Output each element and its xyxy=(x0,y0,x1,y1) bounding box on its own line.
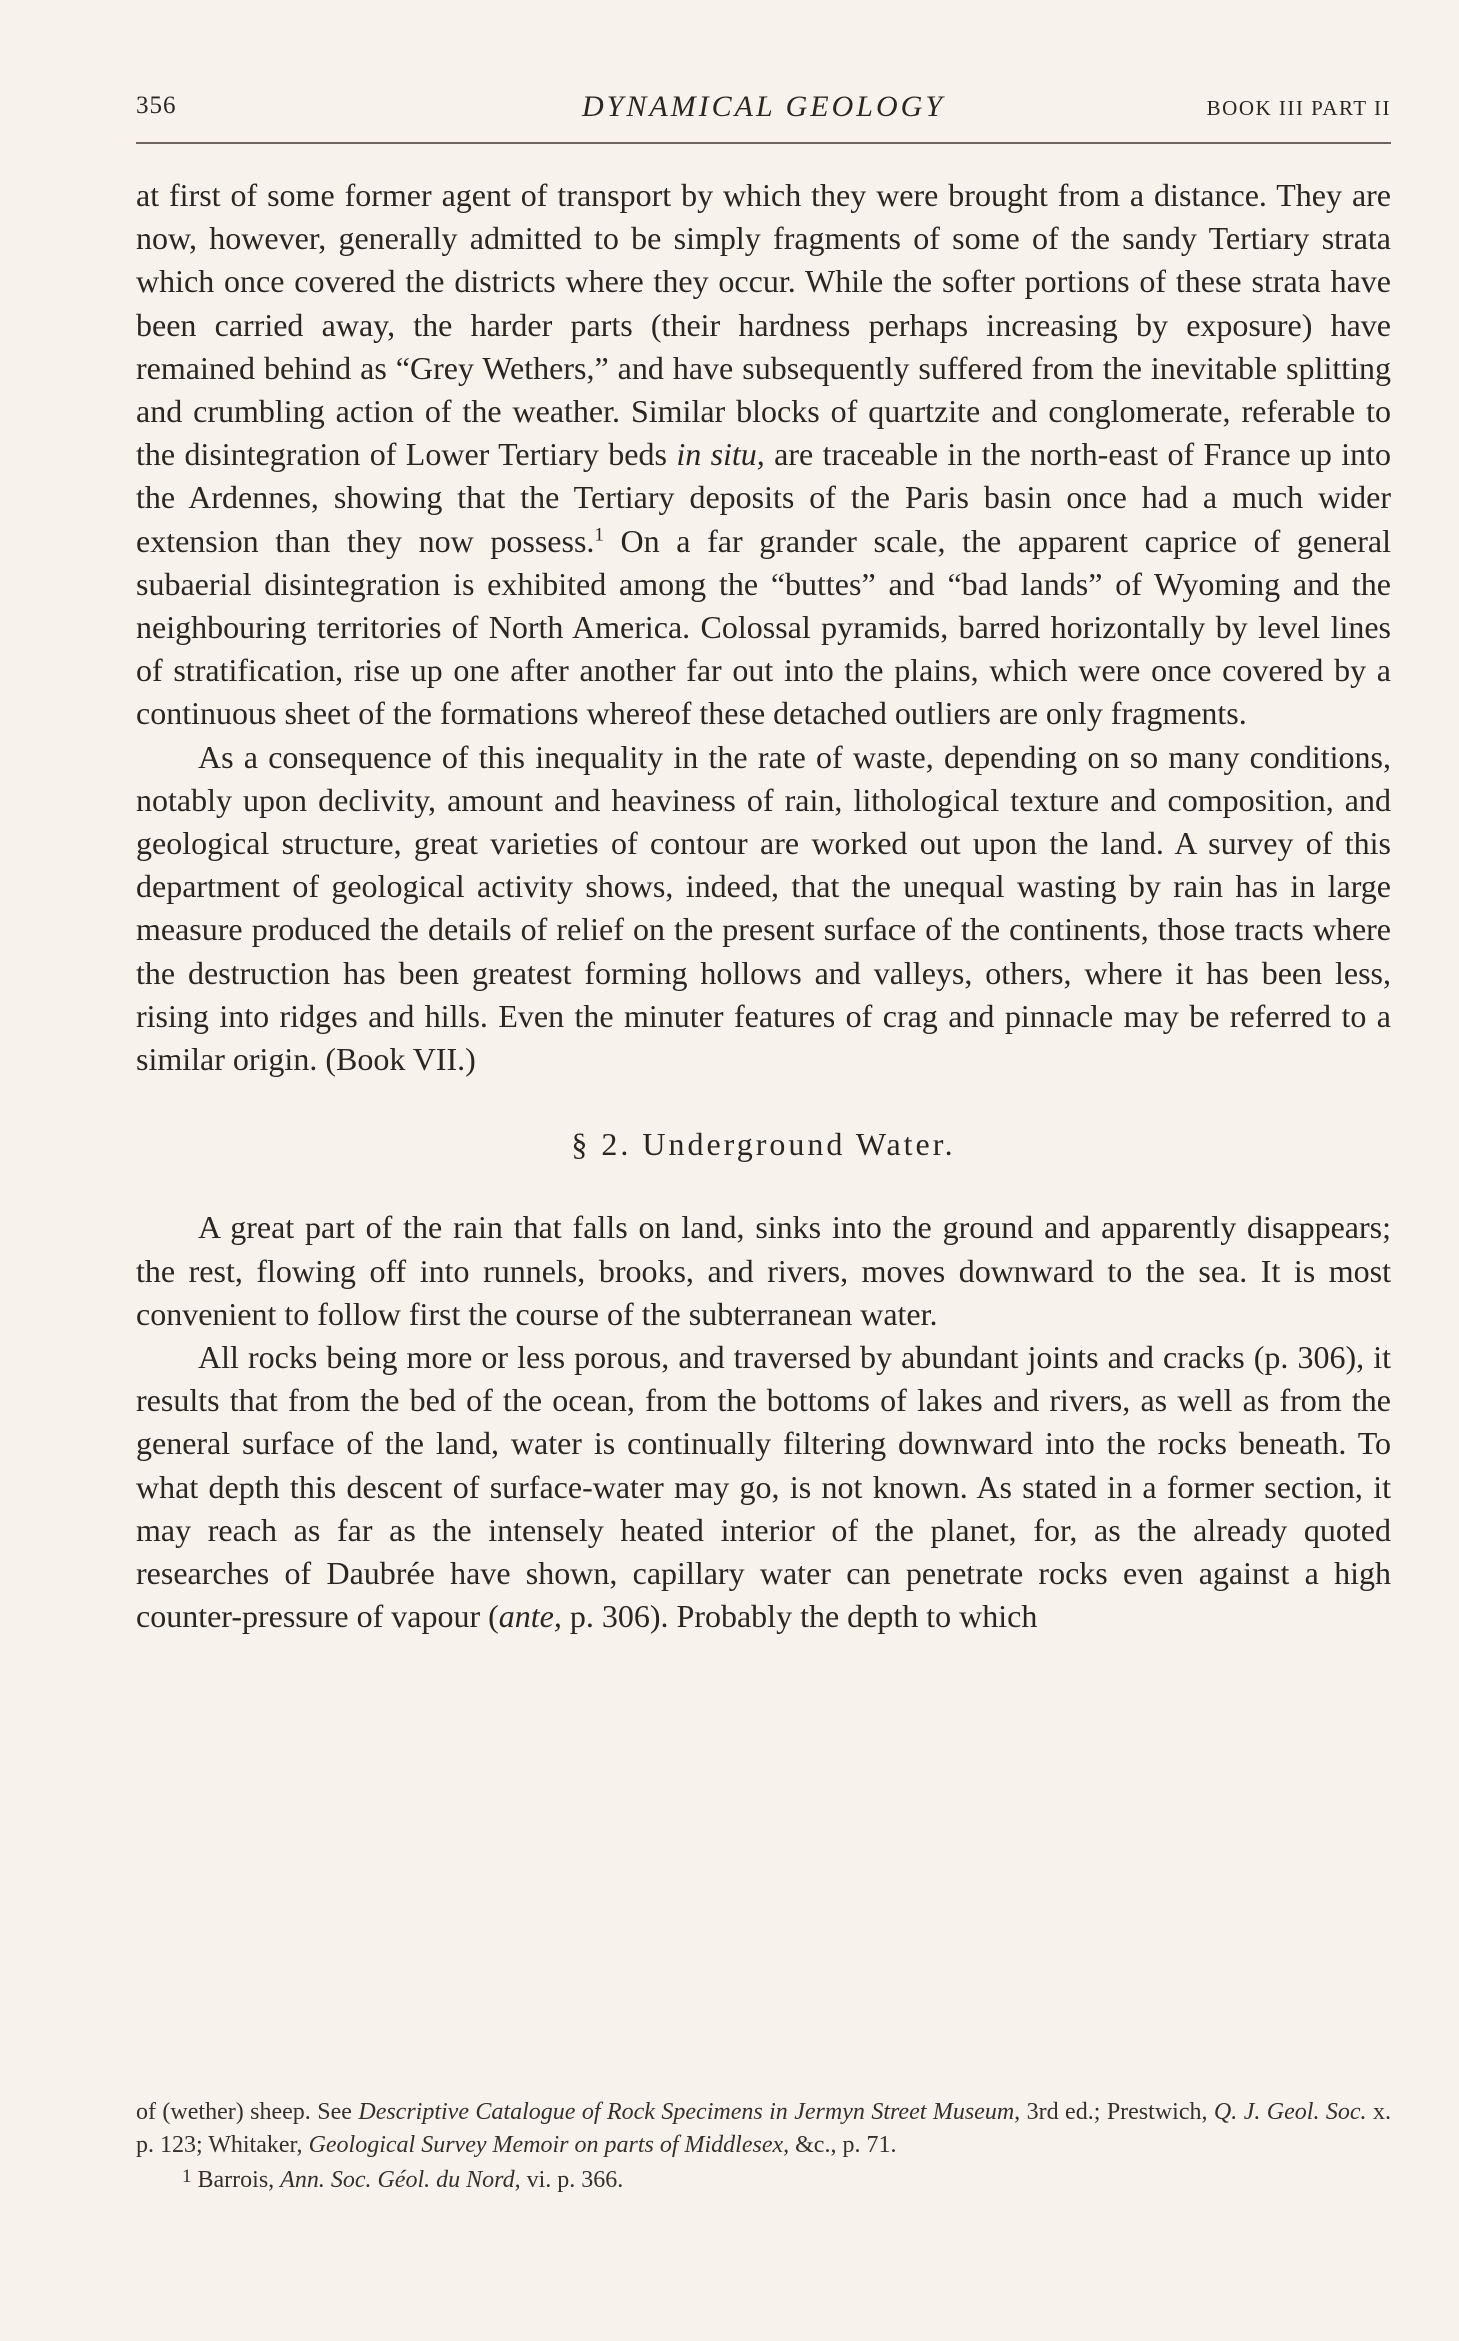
body-text xyxy=(136,174,1391,1639)
book-part-label: BOOK III PART II xyxy=(1206,96,1391,120)
footnote-1: $^1$ Barrois, Ann. Soc. Géol. du Nord, vi. p. 366. xyxy=(182,2166,624,2193)
header-rule xyxy=(136,142,1391,144)
page-number: 356 xyxy=(136,92,177,119)
footnote-1-ref[interactable]: 1 xyxy=(594,523,604,545)
paragraph-3: A great part of the rain that falls on land, sinks into the ground and apparently disappears; the rest, flowing off into runnels, brooks, and rivers, moves downward to the sea. It is most convenient to follow first the course of the subterranean water. xyxy=(136,1209,1391,1332)
running-title: DYNAMICAL GEOLOGY xyxy=(582,90,945,123)
footnote-continued: of (wether) sheep. See Descriptive Catalogue of Rock Specimens in Jermyn Street Museum, 3rd ed.; Prestwich, Q. J. Geol. Soc. x. p. 123; Whitaker, Geological Survey Memoir on parts of Middlesex, &c., p. 71. xyxy=(136,2099,1391,2158)
paragraph-2: As a consequence of this inequality in the rate of waste, depending on so many conditions, notably upon declivity, amount and heaviness of rain, lithological texture and composition, and geological structure, great varieties of contour are worked out upon the land. A survey of this department of geological activity shows, indeed, that the unequal wasting by rain has in large measure produced the details of relief on the present surface of the continents, those tracts where the destruction has been greatest forming hollows and valleys, others, where it has been less, rising into ridges and hills. Even the minuter features of crag and pinnacle may be referred to a similar origin. (Book VII.) xyxy=(136,738,1391,1078)
footnotes xyxy=(136,2096,1391,2197)
paragraph-1: at first of some former agent of transport by which they were brought from a distance. They are now, however, generally admitted to be simply fragments of some of the sandy Tertiary strata which once covered the districts where they occur. While the softer portions of these strata have been carried away, the harder parts (their hardness perhaps increasing by exposure) have remained behind as “Grey Wethers,” and have subsequently suffered from the inevitable splitting and crumbling action of the weather. Similar blocks of quartzite and conglomerate, referable to the disintegration of Lower Tertiary beds in situ, are traceable in the north-east of France up into the Ardennes, showing that the Tertiary deposits of the Paris basin once had a much wider extension than they now possess.$^1$ On a far grander scale, the apparent caprice of general subaerial disintegration is exhibited among the “buttes” and “bad lands” of Wyoming and the neighbouring territories of North America. Colossal pyramids, barred horizontally by level lines of stratification, rise up one after another far out into the plains, which were once covered by a continuous sheet of the formations whereof these detached outliers are only fragments. xyxy=(136,177,1392,732)
running-header xyxy=(136,92,1391,132)
paragraph-4: All rocks being more or less porous, and traversed by abundant joints and cracks (p. 306), it results that from the bed of the ocean, from the bottoms of lakes and rivers, as well as from the general surface of the land, water is continually filtering downward into the rocks beneath. To what depth this descent of surface-water may go, is not known. As stated in a former section, it may reach as far as the intensely heated interior of the planet, for, as the already quoted researches of Daubrée have shown, capillary water can penetrate rocks even against a high counter-pressure of vapour (ante, p. 306). Probably the depth to which xyxy=(136,1339,1391,1635)
section-heading: § 2. Underground Water. xyxy=(571,1126,956,1163)
